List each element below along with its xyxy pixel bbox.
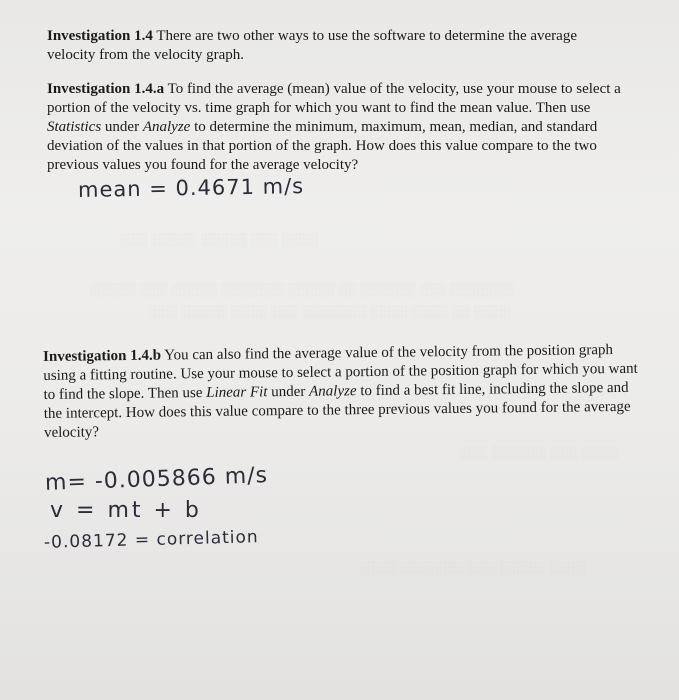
investigation-1-4-heading: Investigation 1.4 [47, 28, 153, 44]
analyze-term: Analyze [309, 383, 357, 400]
investigation-1-4-a-text: To find the average (mean) value of the velocity, use your mouse to select a portion of the velocity vs. time graph for which you want to find the mean value. Then use [47, 81, 621, 116]
analyze-term: Analyze [142, 119, 191, 135]
investigation-1-4-a [47, 80, 627, 175]
bleed-through: ░░░░ ░░░░░ ░░░ ░░░░░░░ ░░░░ [360, 560, 587, 575]
bleed-through: ░░░░░░░ ░░░ ░░░░░░ ░░ ░░░░░ ░░░░░░░ ░░░░░ ░░░ ░░░░░ [90, 282, 515, 297]
investigation-1-4-a-text: to determine the minimum, maximum, mean, median, and standard deviation of the values in that portion of the graph. How does this value compare to the two previous values you found for the average velocity? [47, 119, 598, 173]
investigation-1-4-a-heading: Investigation 1.4.a [47, 81, 165, 97]
investigation-1-4-b-text: under [267, 383, 310, 401]
handwritten-correlation: -0.08172 = correlation [43, 527, 259, 553]
bleed-through: ░░░░ ░░░ ░░░░░ ░░░░░ ░░░ [120, 232, 319, 247]
investigation-1-4-b-text: to find a best fit line, including the slope and the intercept. How does this value compare to the three previous values you found for the average velocity? [43, 379, 631, 441]
investigation-1-4 [47, 27, 627, 65]
investigation-1-4-a-text: under [101, 119, 143, 135]
bleed-through: ░░░░ ░░░ ░░░░░░ ░░░ [460, 445, 619, 460]
investigation-1-4-b-text: You can also find the average value of the velocity from the position graph using a fitting routine. Use your mouse to select a portion of the position graph for which you want to find the slope. Then use [43, 342, 638, 403]
handwritten-slope: m= -0.005866 m/s [44, 463, 269, 496]
statistics-term: Statistics [47, 119, 102, 135]
handwritten-equation: v = mt + b [50, 498, 202, 523]
handwritten-mean: mean = 0.4671 m/s [77, 174, 305, 202]
linear-fit-term: Linear Fit [206, 384, 268, 402]
bleed-through: ░░░░ ░░ ░░░░ ░░░░ ░░░░░░░ ░░░ ░░░░ ░░░░░ ░░░ [150, 304, 511, 319]
investigation-1-4-b [43, 341, 639, 443]
investigation-1-4-b-heading: Investigation 1.4.b [43, 347, 162, 365]
investigation-1-4-text: There are two other ways to use the software to determine the average velocity from the velocity graph. [47, 28, 577, 63]
